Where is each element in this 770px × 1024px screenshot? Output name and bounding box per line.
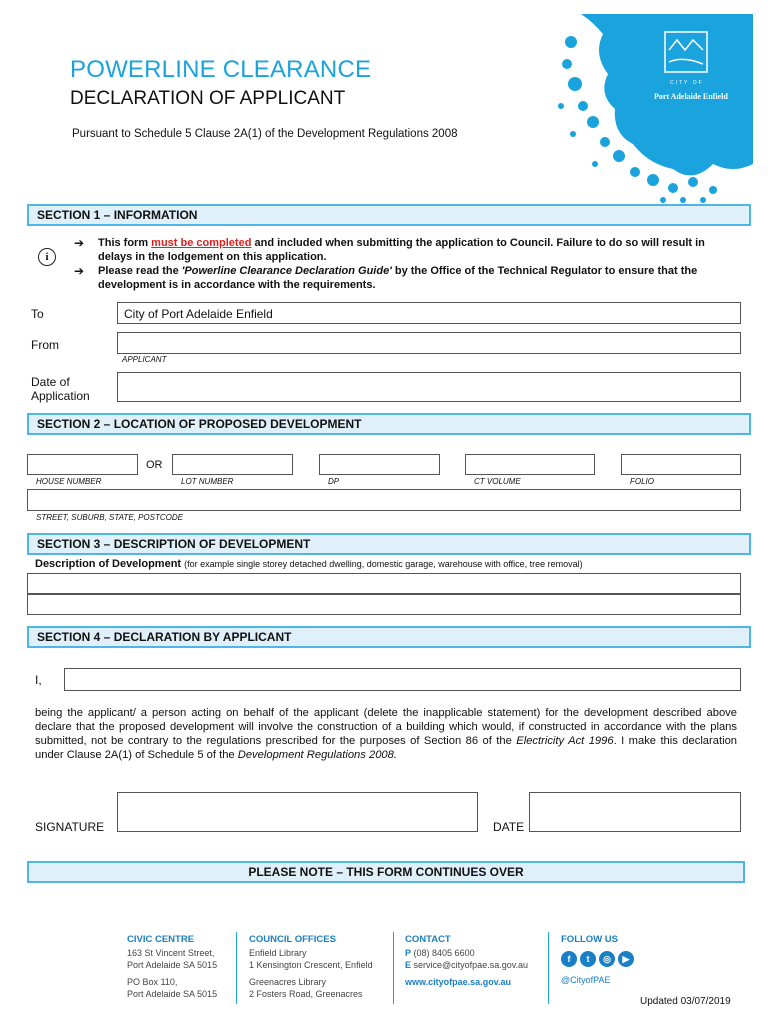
- arrow-right-icon: ➔: [74, 236, 85, 250]
- council-logo: [553, 14, 753, 204]
- footer-council: COUNCIL OFFICES Enfield Library 1 Kensington Crescent, Enfield Greenacres Library 2 Fosters Road, Greenacres: [249, 934, 373, 999]
- description-field-line1[interactable]: [27, 573, 741, 594]
- info-icon: i: [38, 248, 56, 266]
- to-field[interactable]: [117, 302, 741, 324]
- instagram-icon[interactable]: ◎: [599, 951, 615, 967]
- arrow-right-icon: ➔: [74, 264, 85, 278]
- youtube-icon[interactable]: ▶: [618, 951, 634, 967]
- ct-volume-field[interactable]: [465, 454, 595, 475]
- contact-email[interactable]: service@cityofpae.sa.gov.au: [413, 959, 529, 970]
- date-of-application-field[interactable]: [117, 372, 741, 402]
- footer-divider: [548, 932, 549, 1004]
- house-number-field[interactable]: [27, 454, 138, 475]
- date-label: DATE: [493, 820, 525, 834]
- twitter-icon[interactable]: t: [580, 951, 596, 967]
- description-field-line2[interactable]: [27, 594, 741, 615]
- footer-civic: CIVIC CENTRE 163 St Vincent Street, Port Adelaide SA 5015 PO Box 110, Port Adelaide SA 5015: [127, 934, 218, 999]
- dp-field[interactable]: [319, 454, 440, 475]
- footer-divider: [393, 932, 394, 1004]
- section-1-heading: SECTION 1 – INFORMATION: [27, 204, 751, 226]
- declaration-text: being the applicant/ a person acting on behalf of the applicant (delete the inapplicable statement) for the development described above declare that the proposed development will involve the construction of a building which would, if constructed in accordance with the plans submitted, not be contrary to the regulations prescribed for the purposes of Section 86 of the Electricity Act 1996. I make this declaration under Clause 2A(1) of Schedule 5 of the Development Regulations 2008.: [35, 707, 738, 761]
- continues-note: PLEASE NOTE – THIS FORM CONTINUES OVER: [27, 861, 745, 883]
- description-label-row: [35, 558, 583, 570]
- section-4-heading: SECTION 4 – DECLARATION BY APPLICANT: [27, 626, 751, 648]
- contact-website[interactable]: www.cityofpae.sa.gov.au: [405, 977, 512, 987]
- declarant-name-field[interactable]: [64, 668, 741, 691]
- section-2-heading: SECTION 2 – LOCATION OF PROPOSED DEVELOPMENT: [27, 413, 751, 435]
- street-address-field[interactable]: [27, 489, 741, 511]
- signature-field[interactable]: [117, 792, 478, 832]
- updated-date: Updated 03/07/2019: [640, 996, 731, 1007]
- social-icons: [561, 951, 634, 967]
- regulation-reference: Pursuant to Schedule 5 Clause 2A(1) of the Development Regulations 2008: [72, 128, 458, 140]
- contact-phone: (08) 8405 6600: [413, 948, 475, 958]
- section-3-heading: SECTION 3 – DESCRIPTION OF DEVELOPMENT: [27, 533, 751, 555]
- declarant-label: I,: [35, 673, 42, 687]
- required-emphasis: must be completed: [151, 237, 252, 249]
- council-heading: COUNCIL OFFICES: [249, 934, 336, 945]
- footer-follow: [561, 934, 634, 987]
- facebook-icon[interactable]: f: [561, 951, 577, 967]
- logo-small-text: CITY OF: [670, 80, 704, 86]
- date-field[interactable]: [529, 792, 741, 832]
- date-label-line2: Application: [31, 389, 90, 403]
- info-bullet-2: Please read the 'Powerline Clearance Declaration Guide' by the Office of the Technical Regulator to ensure that the development is in accordance with the requirements.: [98, 265, 698, 291]
- civic-heading: CIVIC CENTRE: [127, 934, 195, 945]
- lot-number-field[interactable]: [172, 454, 293, 475]
- folio-caption: FOLIO: [630, 477, 655, 486]
- ct-volume-caption: CT VOLUME: [474, 477, 521, 486]
- info-bullet-1: This form must be completed and included when submitting the application to Council. Failure to do so will result in delays in the lodgement on this application.: [98, 237, 705, 263]
- lot-number-caption: LOT NUMBER: [181, 477, 234, 486]
- form-title: POWERLINE CLEARANCE: [70, 56, 372, 83]
- signature-label: SIGNATURE: [35, 820, 105, 834]
- logo-text: Port Adelaide Enfield: [654, 92, 728, 101]
- folio-field[interactable]: [621, 454, 741, 475]
- contact-heading: CONTACT: [405, 934, 451, 945]
- follow-heading: FOLLOW US: [561, 934, 618, 945]
- from-label: From: [31, 338, 59, 352]
- social-handle[interactable]: @CityofPAE: [561, 975, 611, 985]
- house-number-caption: HOUSE NUMBER: [36, 477, 102, 486]
- footer-contact: CONTACT P (08) 8405 6600 E service@cityofpae.sa.gov.au www.cityofpae.sa.gov.au: [405, 934, 529, 987]
- street-caption: STREET, SUBURB, STATE, POSTCODE: [36, 513, 183, 522]
- description-example: (for example single storey detached dwelling, domestic garage, warehouse with office, tree removal): [184, 559, 583, 569]
- dp-caption: DP: [328, 477, 340, 486]
- footer-divider: [236, 932, 237, 1004]
- date-label-line1: Date of: [31, 375, 70, 389]
- or-label: OR: [146, 459, 163, 471]
- description-label: Description of Development: [35, 558, 182, 570]
- to-label: To: [31, 307, 44, 321]
- form-subtitle: DECLARATION OF APPLICANT: [70, 88, 346, 109]
- from-field[interactable]: [117, 332, 741, 354]
- to-value: City of Port Adelaide Enfield: [124, 307, 273, 321]
- applicant-caption: APPLICANT: [122, 355, 167, 364]
